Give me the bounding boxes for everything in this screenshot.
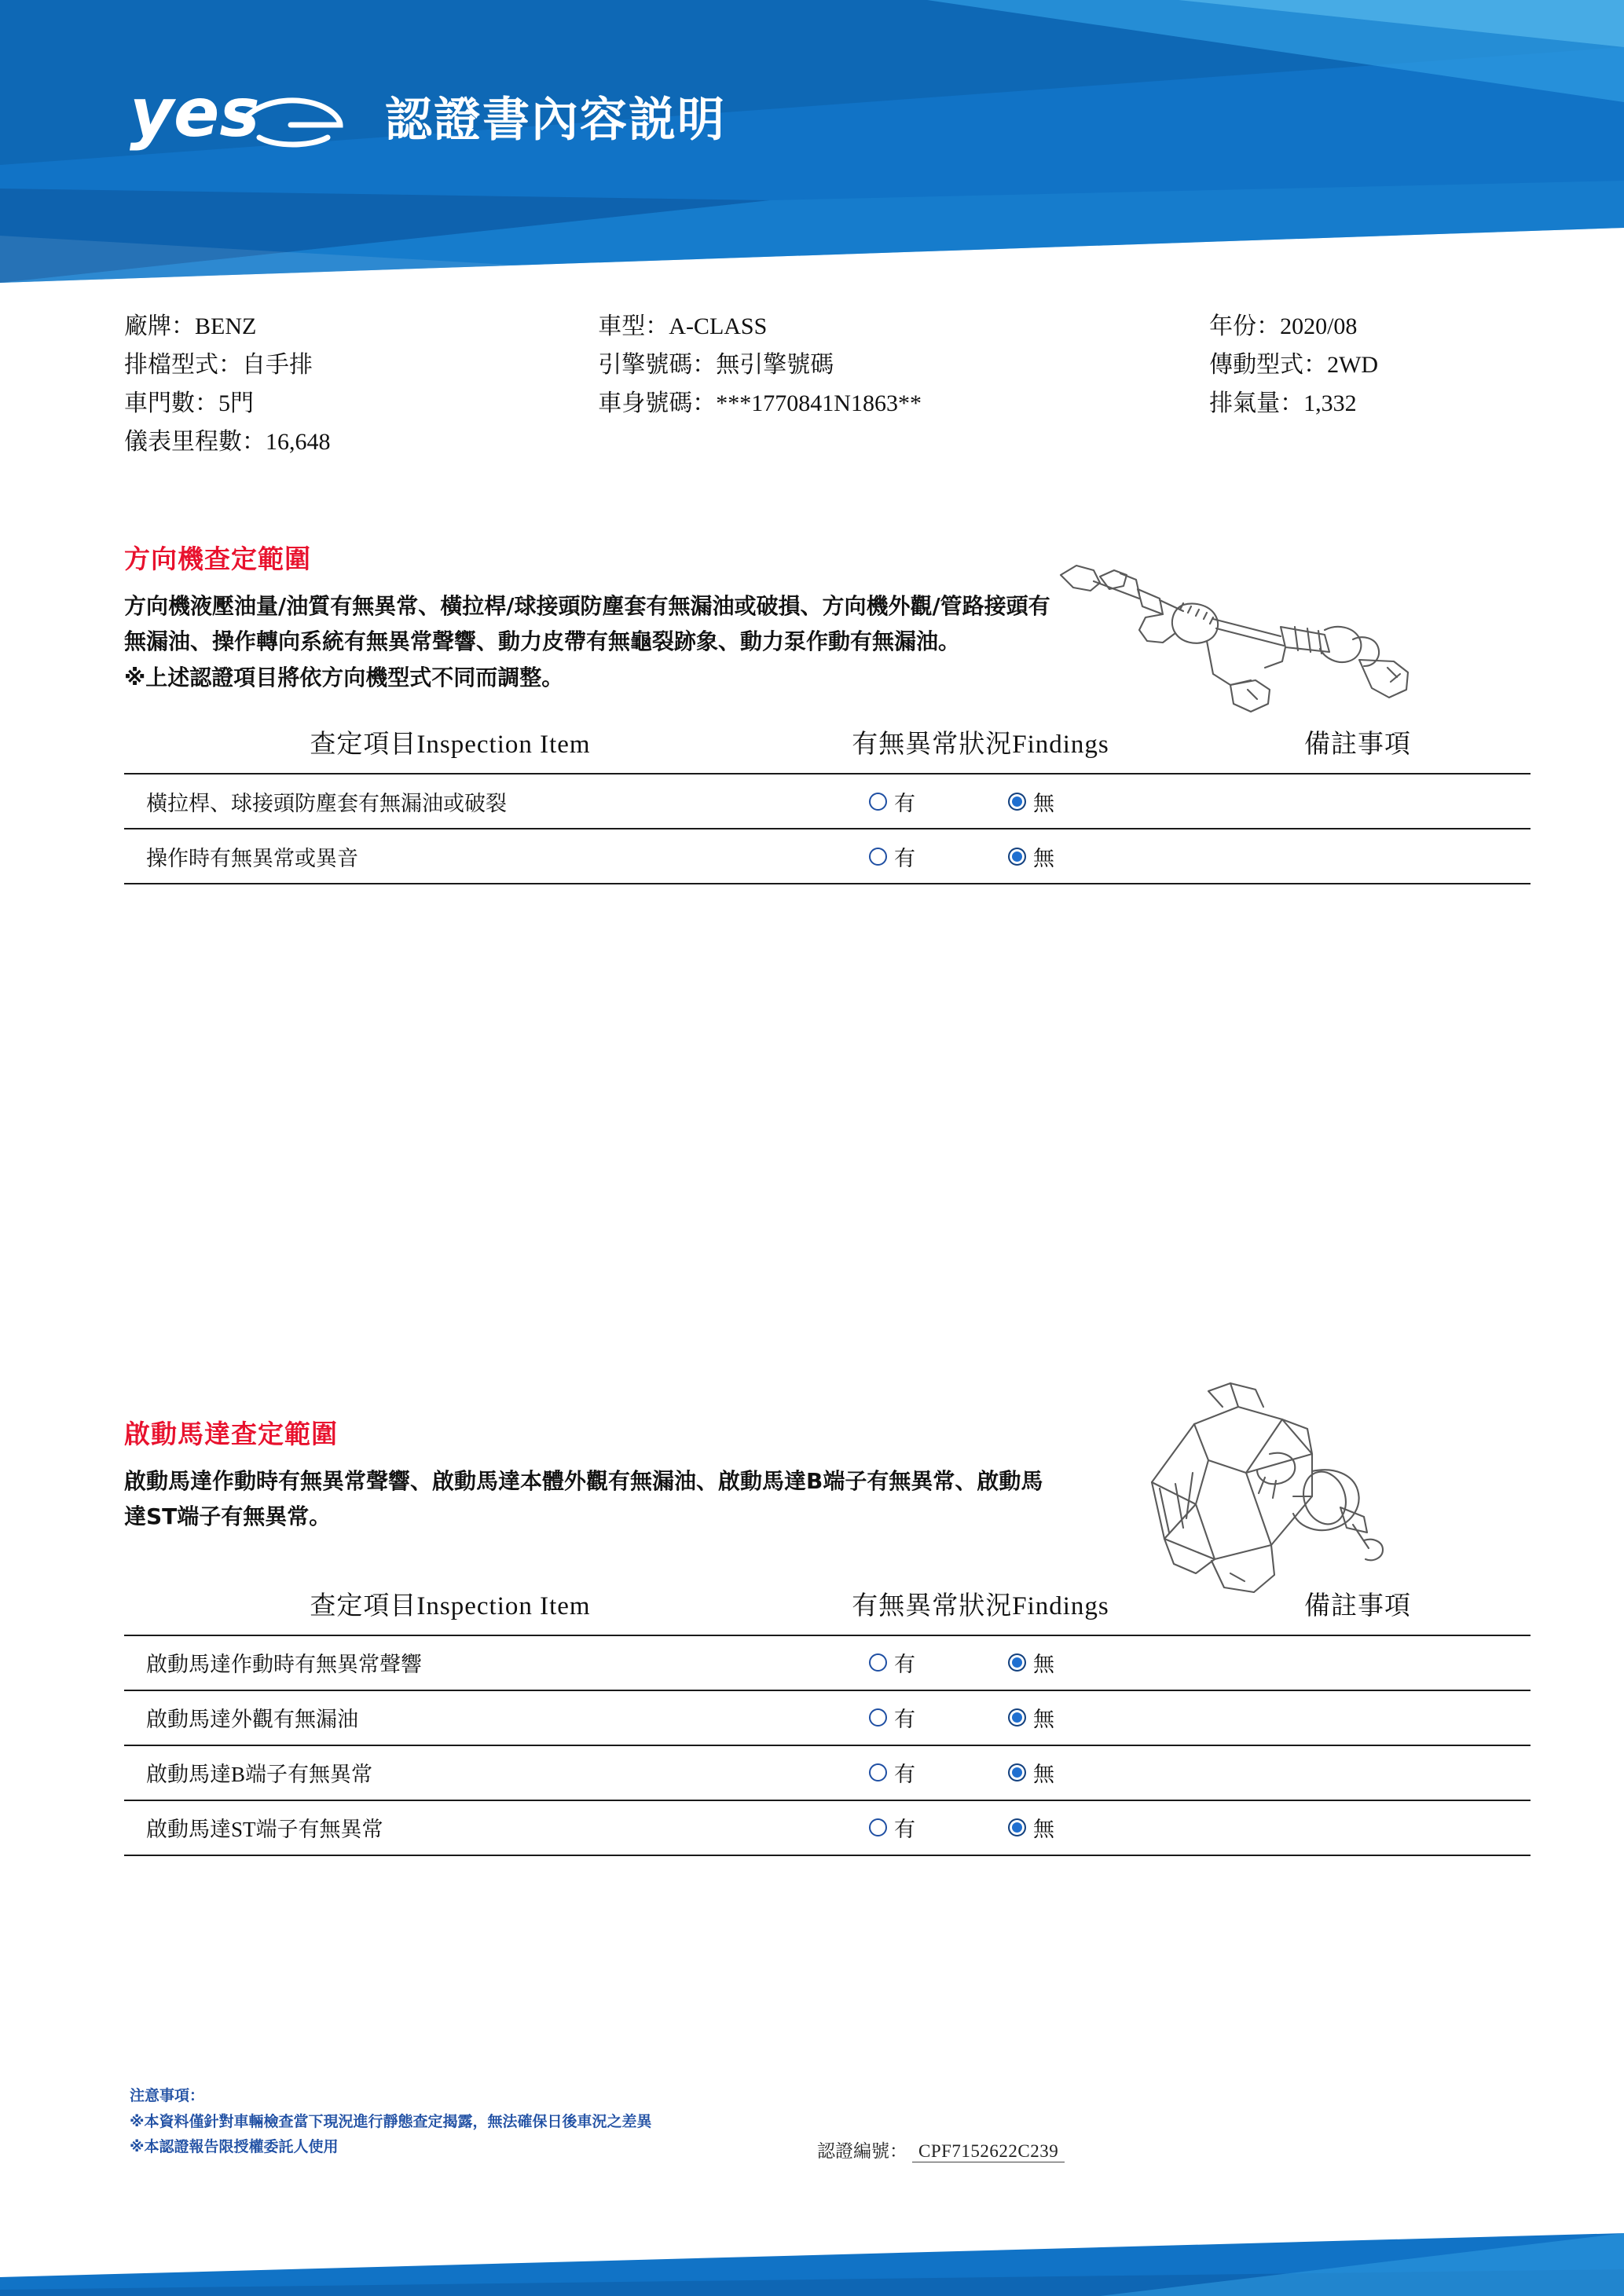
- section-starter-title: 啟動馬達查定範圍: [124, 1419, 338, 1449]
- col-header-findings: 有無異常狀況Findings: [852, 1591, 1109, 1620]
- option-no-label: 無: [1033, 846, 1054, 870]
- row-item-label: 啟動馬達ST端子有無異常: [124, 1800, 776, 1855]
- radio-yes-icon[interactable]: [869, 1653, 887, 1672]
- info-brand: 廠牌：BENZ: [124, 313, 257, 339]
- row-findings: [776, 1690, 1185, 1745]
- page-header: [0, 0, 1624, 283]
- section-steering-description: [124, 588, 1051, 695]
- footer-note-1: ※本資料僅針對車輛檢查當下現況進行靜態查定揭露，無法確保日後車況之差異: [130, 2112, 652, 2130]
- table-row: [124, 1690, 1531, 1745]
- section-steering-desc-text: 方向機液壓油量/油質有無異常、橫拉桿/球接頭防塵套有無漏油或破損、方向機外觀/管路接頭有無漏油、操作轉向系統有無異常聲響、動力皮帶有無龜裂跡象、動力泵作動有無漏油。: [124, 593, 1050, 655]
- section-steering-desc-note: ※上述認證項目將依方向機型式不同而調整。: [124, 664, 564, 690]
- steering-inspection-table: [124, 719, 1531, 884]
- vehicle-info-row: [124, 346, 1507, 385]
- info-model: 車型：A-CLASS: [598, 313, 768, 339]
- row-item-label: 啟動馬達作動時有無異常聲響: [124, 1635, 776, 1690]
- info-odometer: 儀表里程數：16,648: [124, 428, 331, 455]
- radio-no-icon-selected[interactable]: [1008, 1708, 1026, 1727]
- option-no-label: 無: [1033, 1763, 1054, 1787]
- certificate-number-value: CPF7152622C239: [912, 2141, 1065, 2162]
- radio-yes-icon[interactable]: [869, 1708, 887, 1727]
- radio-yes-icon[interactable]: [869, 1818, 887, 1836]
- option-yes-label: 有: [894, 1653, 915, 1677]
- yes-logo: [130, 75, 365, 165]
- row-note: [1185, 1800, 1531, 1855]
- info-blank-3: [1209, 423, 1507, 462]
- certificate-number-label: 認證編號：: [817, 2141, 907, 2161]
- steering-rack-illustration: [1045, 542, 1438, 723]
- row-note: [1185, 1635, 1531, 1690]
- option-no[interactable]: [1008, 1757, 1054, 1788]
- radio-yes-icon[interactable]: [869, 793, 887, 811]
- option-yes[interactable]: [869, 1647, 915, 1678]
- table-row: [124, 1745, 1531, 1800]
- option-yes-label: 有: [894, 846, 915, 870]
- table-row: [124, 1800, 1531, 1855]
- radio-no-icon-selected[interactable]: [1008, 848, 1026, 866]
- radio-no-icon-selected[interactable]: [1008, 1653, 1026, 1672]
- footer-note-2: ※本認證報告限授權委託人使用: [130, 2138, 339, 2156]
- option-no-label: 無: [1033, 1653, 1054, 1677]
- info-engine-no: 引擎號碼：無引擎號碼: [598, 351, 834, 378]
- section-starter-description: [124, 1463, 1051, 1535]
- radio-no-icon-selected[interactable]: [1008, 1818, 1026, 1836]
- row-note: [1185, 1745, 1531, 1800]
- info-year: 年份：2020/08: [1209, 313, 1358, 339]
- row-item-label: 啟動馬達外觀有無漏油: [124, 1690, 776, 1745]
- svg-text:yes: yes: [130, 75, 260, 152]
- footer-notes-title: 注意事項：: [130, 2087, 205, 2104]
- info-vin: 車身號碼：***1770841N1863**: [598, 390, 922, 416]
- option-no[interactable]: [1008, 1702, 1054, 1733]
- option-yes[interactable]: [869, 1757, 915, 1788]
- col-header-findings: 有無異常狀況Findings: [852, 731, 1109, 760]
- info-drivetrain: 傳動型式：2WD: [1209, 351, 1379, 378]
- info-doors: 車門數：5門: [124, 390, 254, 416]
- col-header-note: 備註事項: [1304, 731, 1411, 760]
- option-yes-label: 有: [894, 1708, 915, 1732]
- vehicle-info-row: [124, 385, 1507, 423]
- row-findings: [776, 1745, 1185, 1800]
- option-yes[interactable]: [869, 786, 915, 817]
- table-row: [124, 1635, 1531, 1690]
- option-yes[interactable]: [869, 841, 915, 872]
- option-yes[interactable]: [869, 1812, 915, 1843]
- option-yes-label: 有: [894, 791, 915, 815]
- row-note: [1185, 829, 1531, 884]
- starter-inspection-table: [124, 1580, 1531, 1856]
- row-item-label: 啟動馬達B端子有無異常: [124, 1745, 776, 1800]
- table-row: [124, 774, 1531, 829]
- col-header-note: 備註事項: [1304, 1591, 1411, 1620]
- option-yes[interactable]: [869, 1702, 915, 1733]
- option-no-label: 無: [1033, 791, 1054, 815]
- option-no-label: 無: [1033, 1708, 1054, 1732]
- footer-notes: [130, 2083, 651, 2160]
- vehicle-info-block: [124, 308, 1507, 462]
- info-blank-2: [598, 423, 1209, 462]
- row-note: [1185, 774, 1531, 829]
- row-note: [1185, 1690, 1531, 1745]
- radio-yes-icon[interactable]: [869, 848, 887, 866]
- col-header-item: 查定項目Inspection Item: [310, 1591, 591, 1620]
- page-title: 認證書內容説明: [385, 93, 726, 148]
- row-findings: [776, 1635, 1185, 1690]
- row-item-label: 橫拉桿、球接頭防塵套有無漏油或破裂: [124, 774, 776, 829]
- footer-band-graphic: [0, 2202, 1624, 2296]
- starter-motor-illustration: [1076, 1379, 1406, 1614]
- radio-no-icon-selected[interactable]: [1008, 793, 1026, 811]
- radio-yes-icon[interactable]: [869, 1763, 887, 1782]
- option-no[interactable]: [1008, 1647, 1054, 1678]
- radio-no-icon-selected[interactable]: [1008, 1763, 1026, 1782]
- row-findings: [776, 774, 1185, 829]
- vehicle-info-row: [124, 308, 1507, 346]
- section-steering-title: 方向機查定範圍: [124, 544, 311, 574]
- option-no-label: 無: [1033, 1818, 1054, 1842]
- row-findings: [776, 829, 1185, 884]
- option-yes-label: 有: [894, 1763, 915, 1787]
- row-findings: [776, 1800, 1185, 1855]
- option-no[interactable]: [1008, 786, 1054, 817]
- option-yes-label: 有: [894, 1818, 915, 1842]
- vehicle-info-row: [124, 423, 1507, 462]
- option-no[interactable]: [1008, 841, 1054, 872]
- section-starter-desc-text: 啟動馬達作動時有無異常聲響、啟動馬達本體外觀有無漏油、啟動馬達B端子有無異常、啟動馬達ST端子有無異常。: [124, 1468, 1043, 1530]
- table-header-row: [124, 719, 1531, 774]
- info-displacement: 排氣量：1,332: [1209, 390, 1357, 416]
- option-no[interactable]: [1008, 1812, 1054, 1843]
- row-item-label: 操作時有無異常或異音: [124, 829, 776, 884]
- table-row: [124, 829, 1531, 884]
- certificate-number: [817, 2137, 1065, 2162]
- info-transmission: 排檔型式：自手排: [124, 351, 313, 378]
- col-header-item: 查定項目Inspection Item: [310, 731, 591, 760]
